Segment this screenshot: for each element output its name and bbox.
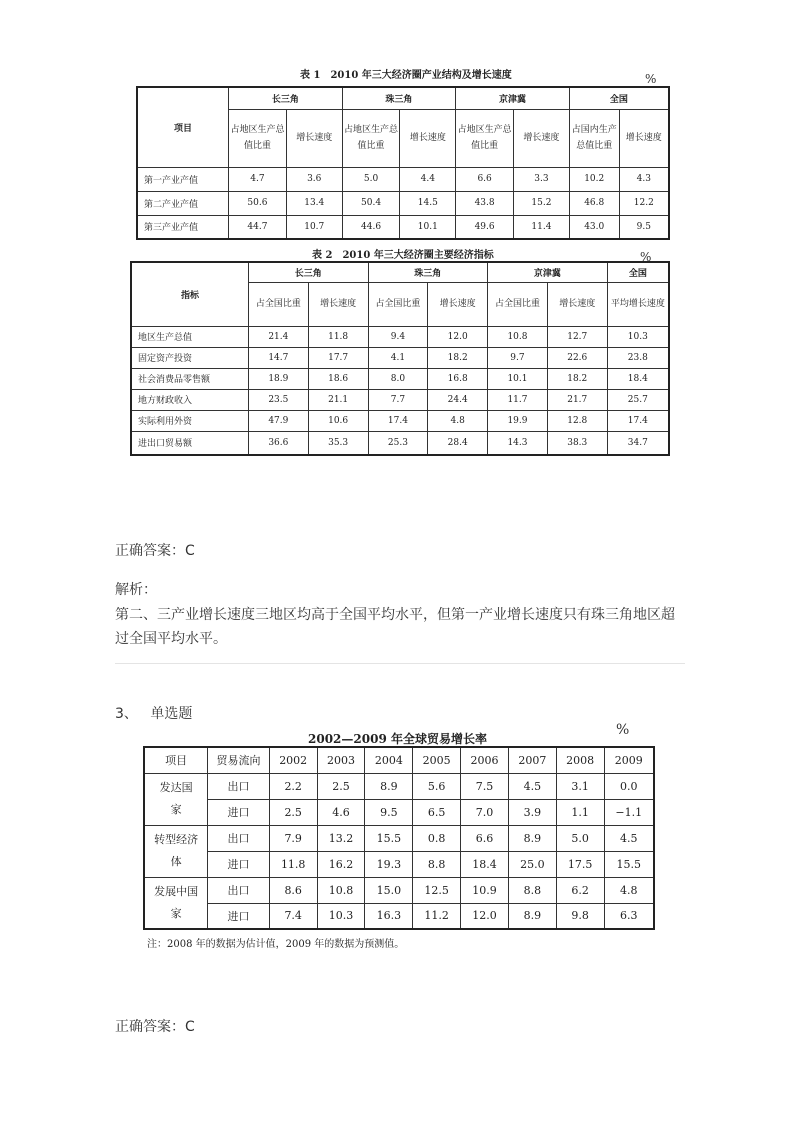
table-cell: 25.3 bbox=[368, 431, 428, 455]
table2-region-header: 全国 bbox=[607, 262, 669, 282]
table-cell: 15.2 bbox=[514, 191, 570, 215]
table-cell: 25.7 bbox=[607, 389, 669, 410]
row-label: 地方财政收入 bbox=[131, 389, 248, 410]
table3-header-cell: 2008 bbox=[556, 747, 604, 773]
table-cell: 21.4 bbox=[248, 326, 308, 347]
table-cell: 14.5 bbox=[400, 191, 456, 215]
table-row bbox=[131, 410, 669, 431]
table-cell: 43.8 bbox=[456, 191, 514, 215]
table3-header-cell: 2005 bbox=[413, 747, 461, 773]
table2-sub-header: 增长速度 bbox=[308, 282, 368, 326]
table2 bbox=[130, 261, 670, 456]
answer-line bbox=[115, 540, 195, 560]
table3-caption: 2002—2009 年全球贸易增长率 bbox=[308, 732, 487, 746]
table2-sub-header: 增长速度 bbox=[428, 282, 488, 326]
table3-header-cell: 2002 bbox=[269, 747, 317, 773]
row-label: 社会消费品零售额 bbox=[131, 368, 248, 389]
table2-sub-header: 平均增长速度 bbox=[607, 282, 669, 326]
table-cell: 19.9 bbox=[488, 410, 548, 431]
table1-item-header: 项目 bbox=[137, 87, 229, 167]
row-label: 第一产业产值 bbox=[137, 167, 229, 191]
table-row bbox=[144, 851, 654, 877]
table1-unit: % bbox=[645, 72, 657, 86]
table-cell: 0.0 bbox=[604, 773, 654, 799]
table-cell: 4.4 bbox=[400, 167, 456, 191]
table-row bbox=[144, 799, 654, 825]
table2-unit: % bbox=[640, 250, 652, 264]
row-label: 进出口贸易额 bbox=[131, 431, 248, 455]
table-cell: 5.0 bbox=[342, 167, 400, 191]
table2-sub-header: 占全国比重 bbox=[368, 282, 428, 326]
table-cell: 8.9 bbox=[365, 773, 413, 799]
table1-sub-header: 增长速度 bbox=[400, 109, 456, 167]
table-cell: 0.8 bbox=[413, 825, 461, 851]
table-cell: 10.6 bbox=[308, 410, 368, 431]
table-cell: 10.8 bbox=[488, 326, 548, 347]
table-cell: 18.4 bbox=[461, 851, 509, 877]
table-cell: 18.2 bbox=[428, 347, 488, 368]
table-cell: 46.8 bbox=[569, 191, 619, 215]
table2-item-header: 指标 bbox=[131, 262, 248, 326]
table-cell: 38.3 bbox=[547, 431, 607, 455]
table-cell: 36.6 bbox=[248, 431, 308, 455]
table3-header-cell: 2003 bbox=[317, 747, 365, 773]
section-divider bbox=[115, 663, 685, 664]
table-cell: 3.1 bbox=[556, 773, 604, 799]
answer-label: 正确答案： bbox=[115, 1019, 185, 1035]
table-cell: 23.5 bbox=[248, 389, 308, 410]
table-cell: 4.8 bbox=[604, 877, 654, 903]
table2-caption: 表 2 2010 年三大经济圈主要经济指标 bbox=[312, 250, 494, 261]
table1-sub-header: 占地区生产总值比重 bbox=[456, 109, 514, 167]
table-cell: 16.3 bbox=[365, 903, 413, 929]
table-cell: 10.3 bbox=[317, 903, 365, 929]
table-cell: 16.8 bbox=[428, 368, 488, 389]
table-cell: 15.0 bbox=[365, 877, 413, 903]
table1-sub-header: 增长速度 bbox=[514, 109, 570, 167]
table-cell: 5.0 bbox=[556, 825, 604, 851]
table-cell: 7.4 bbox=[269, 903, 317, 929]
table-cell: 18.2 bbox=[547, 368, 607, 389]
table-cell: 10.2 bbox=[569, 167, 619, 191]
flow-label: 出口 bbox=[208, 877, 270, 903]
table-cell: 8.8 bbox=[413, 851, 461, 877]
flow-label: 出口 bbox=[208, 825, 270, 851]
table-cell: 35.3 bbox=[308, 431, 368, 455]
table2-sub-header: 增长速度 bbox=[547, 282, 607, 326]
table-cell: 6.6 bbox=[456, 167, 514, 191]
table3-header-cell: 项目 bbox=[144, 747, 208, 773]
table-cell: 24.4 bbox=[428, 389, 488, 410]
table-cell: 12.7 bbox=[547, 326, 607, 347]
table-cell: 11.8 bbox=[269, 851, 317, 877]
table-cell: 6.3 bbox=[604, 903, 654, 929]
table-cell: 14.3 bbox=[488, 431, 548, 455]
table3-note: 注：2008 年的数据为估计值，2009 年的数据为预测值。 bbox=[147, 939, 405, 950]
table3 bbox=[143, 746, 655, 930]
table1-region-header: 长三角 bbox=[229, 87, 343, 109]
table-cell: 43.0 bbox=[569, 215, 619, 239]
table-cell: 13.2 bbox=[317, 825, 365, 851]
table-cell: 7.7 bbox=[368, 389, 428, 410]
table-cell: 9.7 bbox=[488, 347, 548, 368]
table3-header-cell: 2009 bbox=[604, 747, 654, 773]
table-cell: 11.8 bbox=[308, 326, 368, 347]
table-cell: 4.1 bbox=[368, 347, 428, 368]
table-cell: 18.9 bbox=[248, 368, 308, 389]
table-row bbox=[131, 347, 669, 368]
table-cell: 8.0 bbox=[368, 368, 428, 389]
table-cell: 11.2 bbox=[413, 903, 461, 929]
table-cell: 18.4 bbox=[607, 368, 669, 389]
table3-unit: % bbox=[616, 722, 630, 738]
table-cell: 10.8 bbox=[317, 877, 365, 903]
table-cell: 9.5 bbox=[365, 799, 413, 825]
table1-sub-header: 占国内生产总值比重 bbox=[569, 109, 619, 167]
table-cell: 11.4 bbox=[514, 215, 570, 239]
table-row bbox=[137, 215, 669, 239]
table2-region-header: 京津冀 bbox=[488, 262, 608, 282]
table3-header-cell: 2007 bbox=[508, 747, 556, 773]
table-cell: 21.1 bbox=[308, 389, 368, 410]
answer-value: C bbox=[185, 1019, 195, 1035]
table-cell: 13.4 bbox=[286, 191, 342, 215]
table-cell: 6.2 bbox=[556, 877, 604, 903]
flow-label: 进口 bbox=[208, 799, 270, 825]
group-label: 发达国家 bbox=[144, 773, 208, 825]
table-row bbox=[131, 368, 669, 389]
row-label: 第二产业产值 bbox=[137, 191, 229, 215]
table-cell: 7.9 bbox=[269, 825, 317, 851]
table-cell: 7.0 bbox=[461, 799, 509, 825]
table1-caption: 表 1 2010 年三大经济圈产业结构及增长速度 bbox=[300, 70, 512, 81]
table-cell: 8.9 bbox=[508, 825, 556, 851]
table-cell: 4.7 bbox=[229, 167, 287, 191]
table-cell: 5.6 bbox=[413, 773, 461, 799]
table-cell: 3.6 bbox=[286, 167, 342, 191]
table-cell: 28.4 bbox=[428, 431, 488, 455]
table-cell: 17.4 bbox=[607, 410, 669, 431]
table-cell: 10.3 bbox=[607, 326, 669, 347]
table-cell: 6.6 bbox=[461, 825, 509, 851]
table1-sub-header: 占地区生产总值比重 bbox=[342, 109, 400, 167]
table-cell: 4.5 bbox=[604, 825, 654, 851]
table2-region-header: 长三角 bbox=[248, 262, 368, 282]
table-cell: 21.7 bbox=[547, 389, 607, 410]
question-type: 单选题 bbox=[150, 706, 193, 722]
table-cell: 6.5 bbox=[413, 799, 461, 825]
table1-sub-header: 占地区生产总值比重 bbox=[229, 109, 287, 167]
row-label: 第三产业产值 bbox=[137, 215, 229, 239]
answer-label: 正确答案： bbox=[115, 543, 185, 559]
analysis-label: 解析： bbox=[115, 582, 157, 598]
table-cell: 17.5 bbox=[556, 851, 604, 877]
table-cell: 9.4 bbox=[368, 326, 428, 347]
table-row bbox=[137, 167, 669, 191]
answer-value: C bbox=[185, 543, 195, 559]
group-label: 发展中国家 bbox=[144, 877, 208, 929]
analysis-text: 第二、三产业增长速度三地区均高于全国平均水平，但第一产业增长速度只有珠三角地区超过全国平均水平。 bbox=[115, 607, 675, 647]
table-cell: 2.5 bbox=[269, 799, 317, 825]
table-cell: 15.5 bbox=[604, 851, 654, 877]
question-number: 3、 bbox=[115, 706, 138, 722]
table-cell: 10.1 bbox=[400, 215, 456, 239]
table-cell: −1.1 bbox=[604, 799, 654, 825]
table-cell: 12.0 bbox=[428, 326, 488, 347]
table2-sub-header: 占全国比重 bbox=[248, 282, 308, 326]
flow-label: 出口 bbox=[208, 773, 270, 799]
table-cell: 9.5 bbox=[619, 215, 669, 239]
table1-region-header: 全国 bbox=[569, 87, 669, 109]
table-cell: 4.5 bbox=[508, 773, 556, 799]
table-row bbox=[137, 191, 669, 215]
table-cell: 12.0 bbox=[461, 903, 509, 929]
table1-sub-header: 增长速度 bbox=[286, 109, 342, 167]
table2-region-header: 珠三角 bbox=[368, 262, 488, 282]
table-row bbox=[131, 326, 669, 347]
row-label: 固定资产投资 bbox=[131, 347, 248, 368]
table1-region-header: 珠三角 bbox=[342, 87, 456, 109]
group-label: 转型经济体 bbox=[144, 825, 208, 877]
table1-region-header: 京津冀 bbox=[456, 87, 570, 109]
table-cell: 22.6 bbox=[547, 347, 607, 368]
table-cell: 11.7 bbox=[488, 389, 548, 410]
table-cell: 10.9 bbox=[461, 877, 509, 903]
table-cell: 44.7 bbox=[229, 215, 287, 239]
table-cell: 2.5 bbox=[317, 773, 365, 799]
table-cell: 4.8 bbox=[428, 410, 488, 431]
table2-sub-header: 占全国比重 bbox=[488, 282, 548, 326]
table-row bbox=[131, 431, 669, 455]
table-cell: 9.8 bbox=[556, 903, 604, 929]
table-cell: 18.6 bbox=[308, 368, 368, 389]
row-label: 实际利用外资 bbox=[131, 410, 248, 431]
table1 bbox=[136, 86, 670, 240]
table-cell: 25.0 bbox=[508, 851, 556, 877]
table-cell: 8.9 bbox=[508, 903, 556, 929]
table3-header-cell: 2006 bbox=[461, 747, 509, 773]
row-label: 地区生产总值 bbox=[131, 326, 248, 347]
table-cell: 49.6 bbox=[456, 215, 514, 239]
table-cell: 8.6 bbox=[269, 877, 317, 903]
table-cell: 16.2 bbox=[317, 851, 365, 877]
table-cell: 12.8 bbox=[547, 410, 607, 431]
table3-header-cell: 2004 bbox=[365, 747, 413, 773]
table-row bbox=[144, 877, 654, 903]
table-cell: 3.9 bbox=[508, 799, 556, 825]
table-cell: 12.5 bbox=[413, 877, 461, 903]
flow-label: 进口 bbox=[208, 851, 270, 877]
table-cell: 10.1 bbox=[488, 368, 548, 389]
table-cell: 14.7 bbox=[248, 347, 308, 368]
question-header bbox=[115, 703, 192, 723]
table-cell: 50.4 bbox=[342, 191, 400, 215]
table-cell: 17.4 bbox=[368, 410, 428, 431]
table3-header-cell: 贸易流向 bbox=[208, 747, 270, 773]
table-cell: 17.7 bbox=[308, 347, 368, 368]
table-row bbox=[144, 903, 654, 929]
table-cell: 34.7 bbox=[607, 431, 669, 455]
table-cell: 23.8 bbox=[607, 347, 669, 368]
table-cell: 47.9 bbox=[248, 410, 308, 431]
table1-sub-header: 增长速度 bbox=[619, 109, 669, 167]
table-cell: 2.2 bbox=[269, 773, 317, 799]
table-cell: 8.8 bbox=[508, 877, 556, 903]
table-cell: 44.6 bbox=[342, 215, 400, 239]
answer-line bbox=[115, 1016, 195, 1036]
table-cell: 4.3 bbox=[619, 167, 669, 191]
table-cell: 12.2 bbox=[619, 191, 669, 215]
table-cell: 19.3 bbox=[365, 851, 413, 877]
flow-label: 进口 bbox=[208, 903, 270, 929]
table-row bbox=[144, 825, 654, 851]
table-row bbox=[144, 773, 654, 799]
table-row bbox=[131, 389, 669, 410]
table-cell: 50.6 bbox=[229, 191, 287, 215]
table-cell: 10.7 bbox=[286, 215, 342, 239]
table-cell: 3.3 bbox=[514, 167, 570, 191]
table-cell: 1.1 bbox=[556, 799, 604, 825]
table-cell: 15.5 bbox=[365, 825, 413, 851]
table-cell: 4.6 bbox=[317, 799, 365, 825]
table-cell: 7.5 bbox=[461, 773, 509, 799]
